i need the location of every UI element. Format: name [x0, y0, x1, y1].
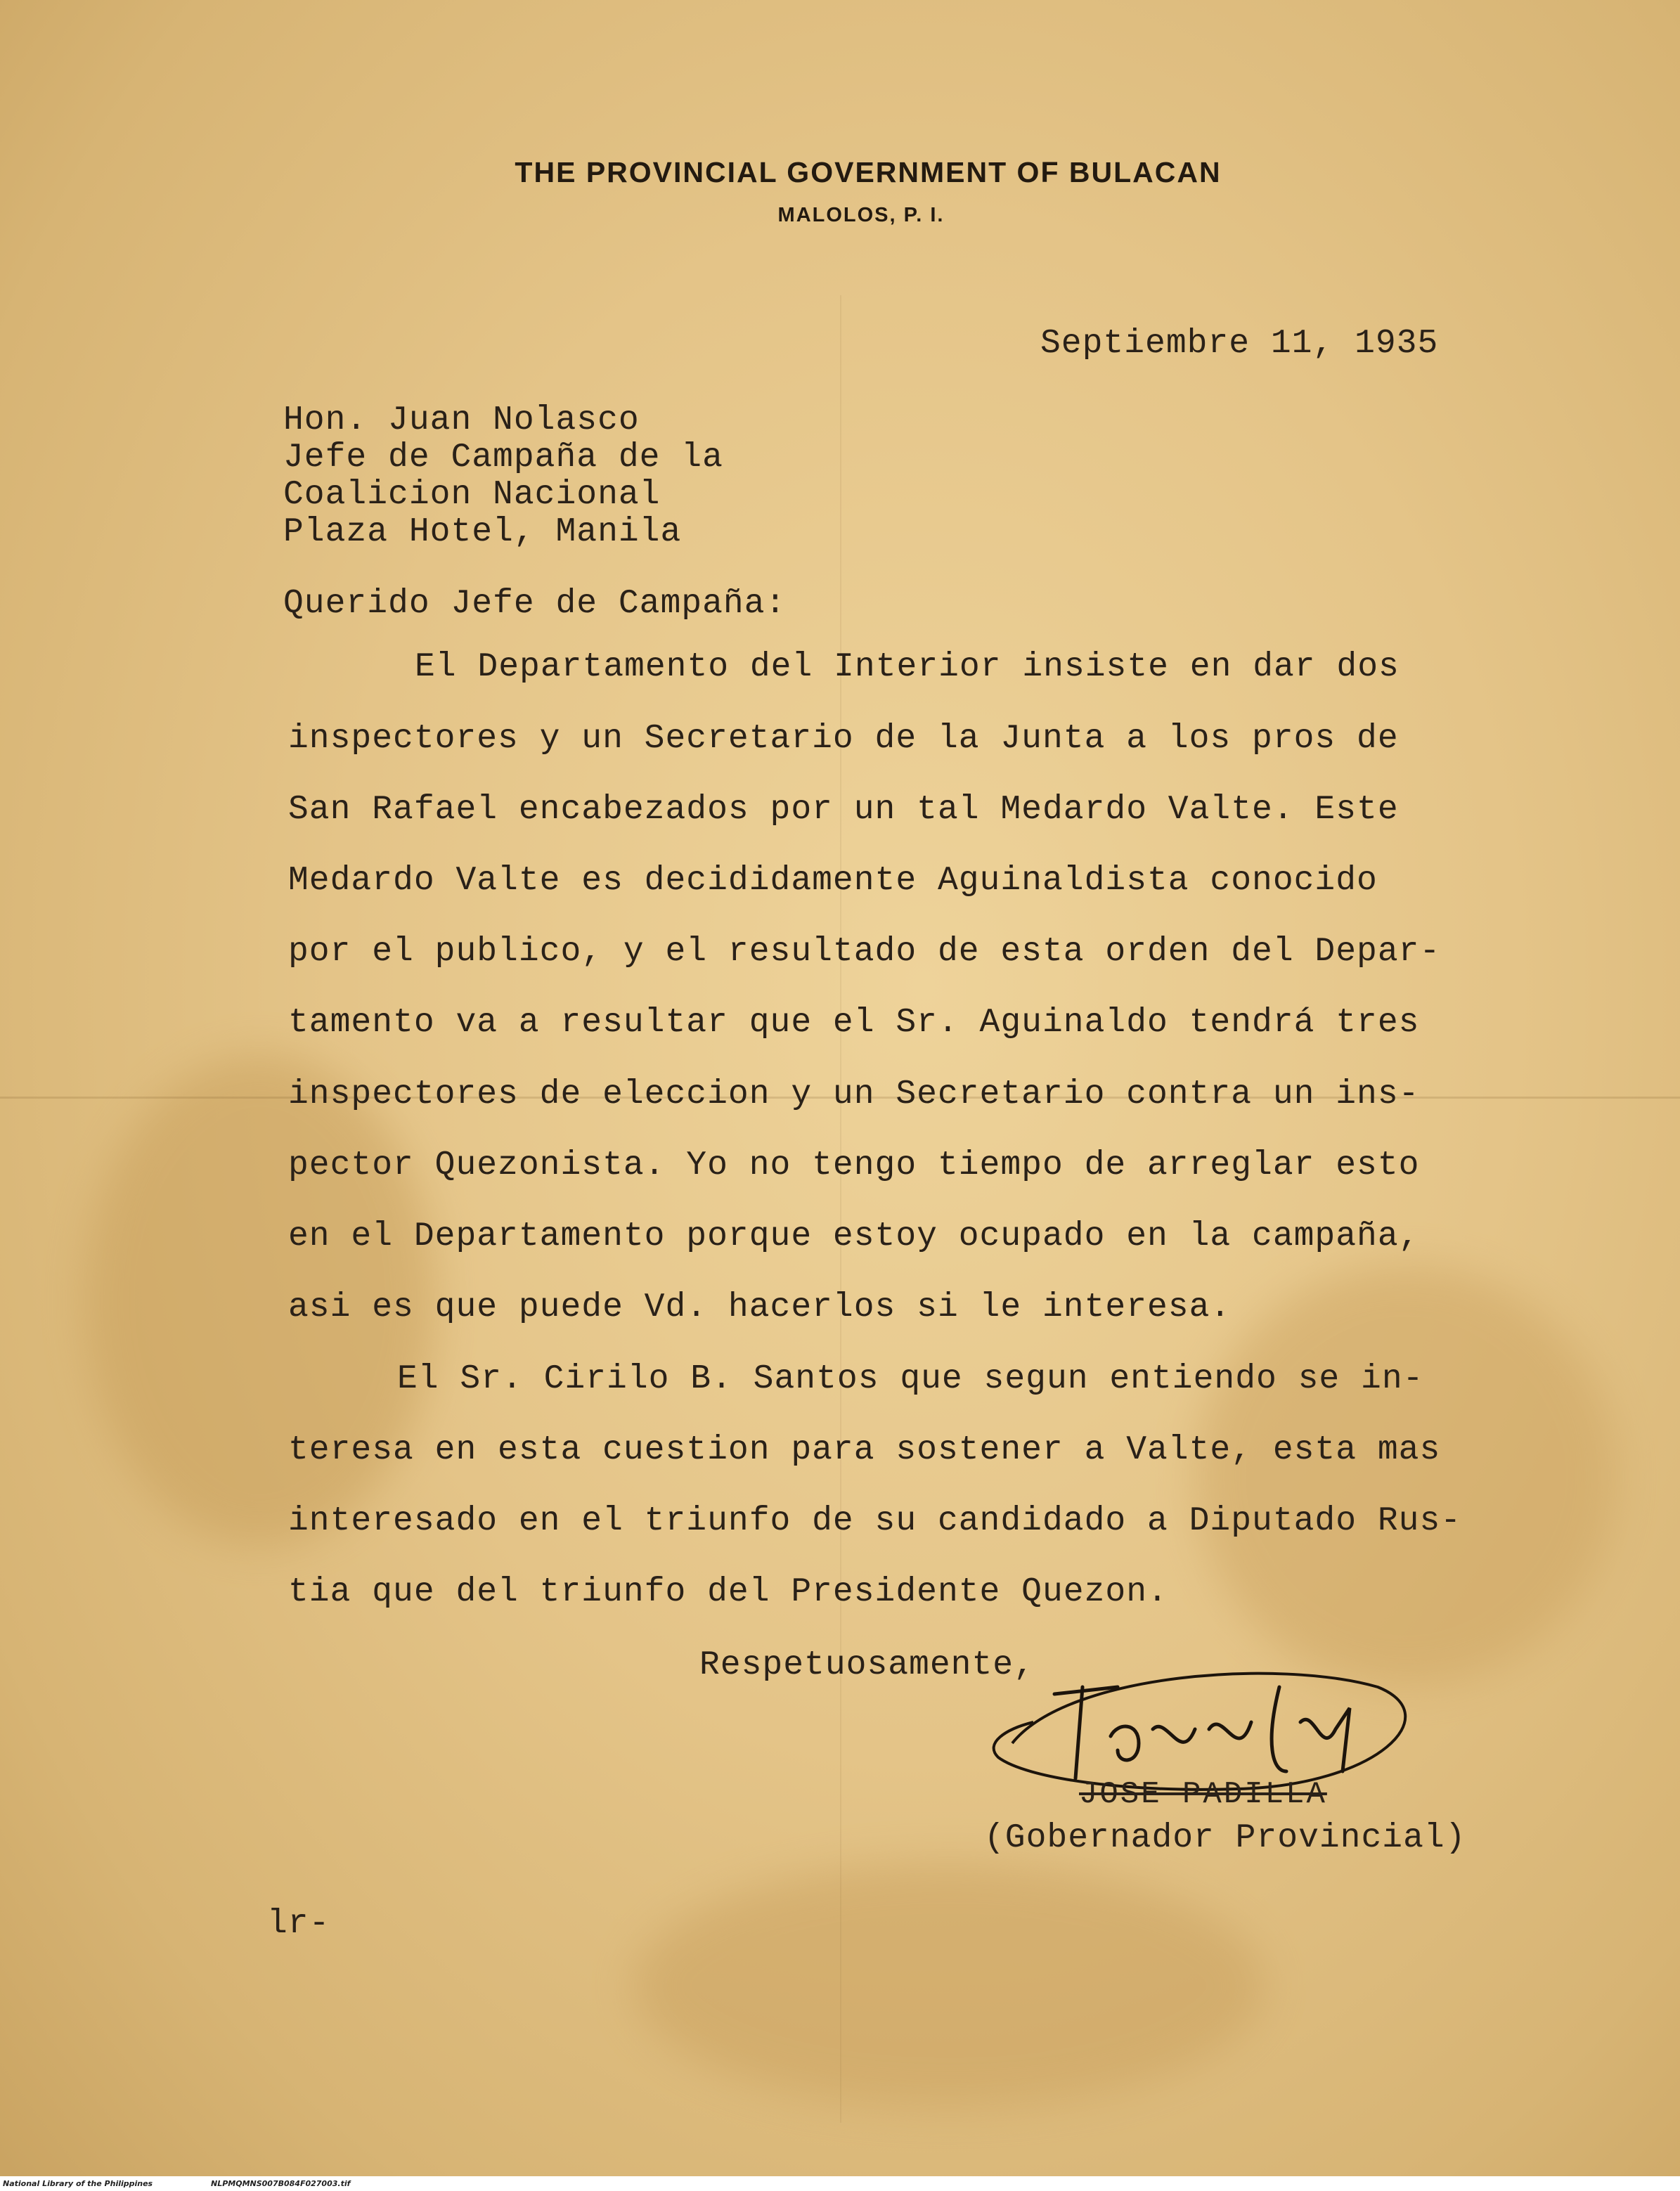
salutation: Querido Jefe de Campaña:: [283, 585, 787, 623]
footer-filename: NLPMQMNS007B084F027003.tif: [211, 2179, 351, 2188]
paper-stain: [1195, 1265, 1617, 1687]
recipient-line: Jefe de Campaña de la: [283, 439, 723, 477]
signer-title: (Gobernador Provincial): [984, 1819, 1466, 1857]
recipient-line: Plaza Hotel, Manila: [283, 513, 682, 551]
archive-footer: [0, 2176, 1680, 2191]
body-line: interesado en el triunfo de su candidado a Diputado Rus-: [288, 1502, 1462, 1540]
body-line: asi es que puede Vd. hacerlos si le interesa.: [288, 1288, 1232, 1326]
typist-initials: lr-: [267, 1905, 330, 1943]
signer-name: JOSE PADILLA: [1079, 1777, 1327, 1812]
body-line: en el Departamento porque estoy ocupado en la campaña,: [288, 1217, 1420, 1255]
body-line: por el publico, y el resultado de esta orden del Depar-: [288, 933, 1441, 971]
letterhead-title: THE PROVINCIAL GOVERNMENT OF BULACAN: [515, 156, 1222, 188]
body-line: pector Quezonista. Yo no tengo tiempo de arreglar esto: [288, 1146, 1420, 1184]
letter-date: Septiembre 11, 1935: [1040, 325, 1439, 363]
recipient-line: Coalicion Nacional: [283, 476, 661, 514]
body-line: El Sr. Cirilo B. Santos que segun entiendo se in-: [397, 1360, 1424, 1398]
body-line: San Rafael encabezados por un tal Medardo Valte. Este: [288, 791, 1399, 829]
body-line: teresa en esta cuestion para sostener a Valte, esta mas: [288, 1431, 1441, 1469]
paper-stain: [633, 1863, 1265, 2109]
closing: Respetuosamente,: [699, 1646, 1035, 1684]
body-line: inspectores y un Secretario de la Junta a los pros de: [288, 720, 1399, 758]
recipient-line: Hon. Juan Nolasco: [283, 401, 640, 439]
body-line: inspectores de eleccion y un Secretario contra un ins-: [288, 1075, 1420, 1113]
footer-library: National Library of the Philippines: [3, 2179, 153, 2188]
body-line: Medardo Valte es decididamente Aguinaldista conocido: [288, 862, 1378, 900]
body-line: tia que del triunfo del Presidente Quezon.: [288, 1573, 1168, 1611]
paper-fold: [840, 295, 841, 2123]
body-line: El Departamento del Interior insiste en dar dos: [415, 648, 1400, 686]
letterhead-subtitle: MALOLOS, P. I.: [777, 204, 945, 226]
body-line: tamento va a resultar que el Sr. Aguinaldo tendrá tres: [288, 1004, 1420, 1042]
